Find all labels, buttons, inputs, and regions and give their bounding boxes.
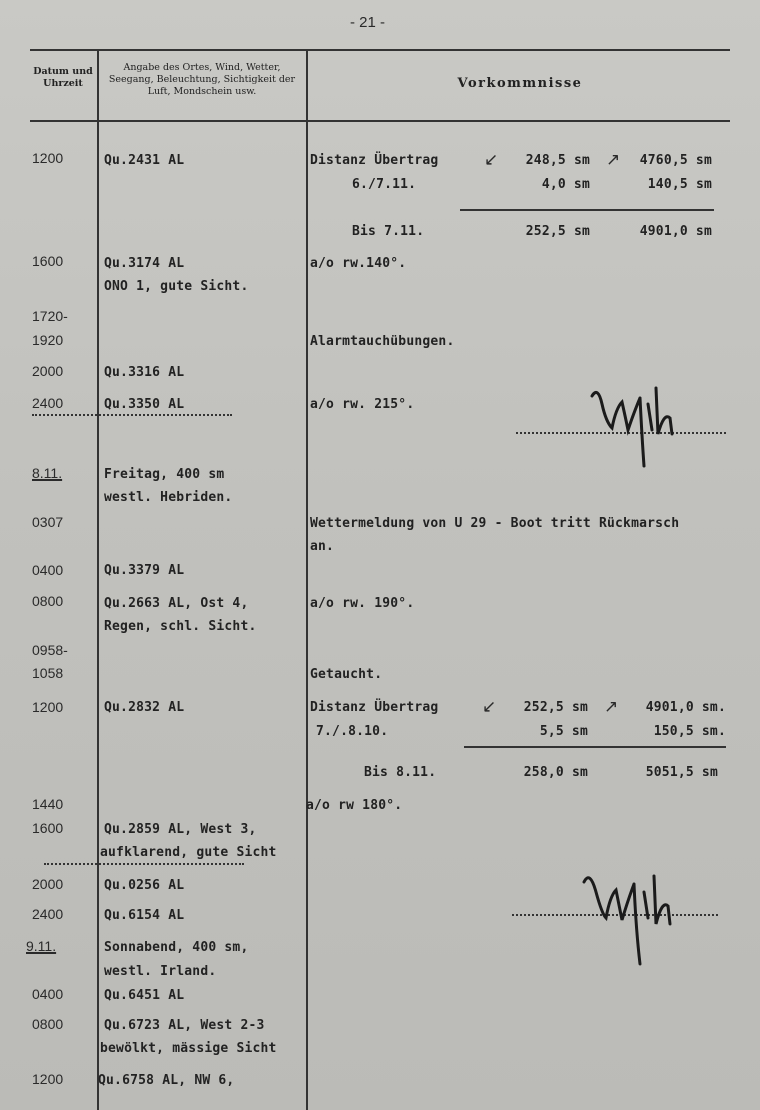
distance-value-a: 252,5 sm: [523, 700, 588, 715]
entry-time: 0958-: [32, 642, 68, 658]
entry-time: 2000: [32, 876, 64, 892]
sum-rule: [460, 209, 714, 211]
entry-event: a/o rw.140°.: [310, 256, 407, 271]
entry-weather: ONO 1, gute Sicht.: [104, 279, 249, 294]
entry-location: Qu.3174 AL: [104, 256, 185, 271]
entry-time: 1200: [32, 699, 64, 715]
distance-total-label: Bis 7.11.: [352, 224, 425, 239]
entry-date: 9.11.: [26, 938, 57, 954]
entry-area: westl. Irland.: [104, 964, 217, 979]
entry-event: Alarmtauchübungen.: [310, 334, 455, 349]
signature-mark: [582, 368, 692, 473]
entry-location: Qu.6723 AL, West 2-3: [104, 1018, 265, 1033]
entry-time: 2400: [32, 906, 64, 922]
entry-location: Qu.3350 AL: [104, 397, 185, 412]
entry-time-end: 1058: [32, 665, 64, 681]
entry-weather: Regen, schl. Sicht.: [104, 619, 257, 634]
entry-event: a/o rw. 190°.: [310, 596, 415, 611]
distance-total-b: 4901,0 sm: [639, 224, 712, 239]
sum-rule: [464, 746, 726, 748]
entry-location: Qu.6154 AL: [104, 908, 185, 923]
arrow-up-right-icon: ↗: [606, 150, 621, 169]
distance-value-b: 4901,0 sm.: [645, 700, 726, 715]
signature-text: Wpih: [582, 368, 585, 369]
day-end-dots: [44, 863, 244, 865]
distance-total-a: 258,0 sm: [523, 765, 588, 780]
header-rule: [30, 120, 730, 122]
entry-event: Getaucht.: [310, 667, 383, 682]
entry-time: 0800: [32, 593, 64, 609]
distance-period: 6./7.11.: [352, 177, 417, 192]
entry-event: a/o rw. 215°.: [310, 397, 415, 412]
column-divider-1: [97, 50, 99, 1110]
distance-total-label: Bis 8.11.: [364, 765, 437, 780]
entry-time: 1440: [32, 796, 64, 812]
page-number: - 21 -: [350, 14, 386, 31]
distance-total-a: 252,5 sm: [525, 224, 590, 239]
entry-event: Wettermeldung von U 29 - Boot tritt Rückmarsch: [310, 516, 680, 531]
entry-time: 1600: [32, 253, 64, 269]
entry-time: 0800: [32, 1016, 64, 1032]
entry-location: Qu.2431 AL: [104, 153, 185, 168]
entry-location: Qu.3379 AL: [104, 563, 185, 578]
distance-total-b: 5051,5 sm: [645, 765, 718, 780]
entry-location: Qu.0256 AL: [104, 878, 185, 893]
distance-value-b: 4760,5 sm: [639, 153, 712, 168]
entry-location: Qu.3316 AL: [104, 365, 185, 380]
distance-label: Distanz Übertrag: [310, 153, 439, 168]
entry-time: 1200: [32, 1071, 64, 1087]
entry-time: 1200: [32, 150, 64, 166]
arrow-up-right-icon: ↗: [604, 697, 619, 716]
header-events: Vorkommnisse: [457, 76, 583, 91]
distance-increment-a: 5,5 sm: [539, 724, 588, 739]
distance-increment-b: 140,5 sm: [647, 177, 712, 192]
arrow-down-left-icon: ↙: [484, 150, 499, 169]
entry-time: 0400: [32, 986, 64, 1002]
entry-location: Qu.6451 AL: [104, 988, 185, 1003]
entry-time: 0307: [32, 514, 64, 530]
entry-time: 0400: [32, 562, 64, 578]
entry-day-position: Freitag, 400 sm: [104, 467, 225, 482]
distance-increment-b: 150,5 sm.: [653, 724, 726, 739]
entry-date: 8.11.: [32, 465, 63, 481]
entry-location: Qu.2859 AL, West 3,: [104, 822, 257, 837]
header-date-time: Datum und Uhrzeit: [33, 66, 93, 89]
header-location-weather: Angabe des Ortes, Wind, Wetter, Seegang, Beleuchtung, Sichtigkeit der Luft, Mondschein usw.: [108, 62, 296, 97]
entry-event: a/o rw 180°.: [306, 798, 403, 813]
signature-mark: [576, 852, 686, 970]
entry-time: 1600: [32, 820, 64, 836]
distance-increment-a: 4,0 sm: [541, 177, 590, 192]
distance-value-a: 248,5 sm: [525, 153, 590, 168]
entry-time: 1720-: [32, 308, 68, 324]
entry-day-position: Sonnabend, 400 sm,: [104, 940, 249, 955]
entry-weather: bewölkt, mässige Sicht: [100, 1041, 277, 1056]
entry-area: westl. Hebriden.: [104, 490, 233, 505]
entry-weather: aufklarend, gute Sicht: [100, 845, 277, 860]
entry-location: Qu.2663 AL, Ost 4,: [104, 596, 249, 611]
entry-location: Qu.2832 AL: [104, 700, 185, 715]
arrow-down-left-icon: ↙: [482, 697, 497, 716]
day-end-dots: [32, 414, 232, 416]
entry-location: Qu.6758 AL, NW 6,: [98, 1073, 235, 1088]
entry-time: 2400: [32, 395, 64, 411]
column-divider-2: [306, 50, 308, 1110]
entry-time: 2000: [32, 363, 64, 379]
distance-period: 7./.8.10.: [316, 724, 389, 739]
top-rule: [30, 49, 730, 51]
entry-event-continued: an.: [310, 539, 335, 554]
entry-time-end: 1920: [32, 332, 64, 348]
distance-label: Distanz Übertrag: [310, 700, 439, 715]
